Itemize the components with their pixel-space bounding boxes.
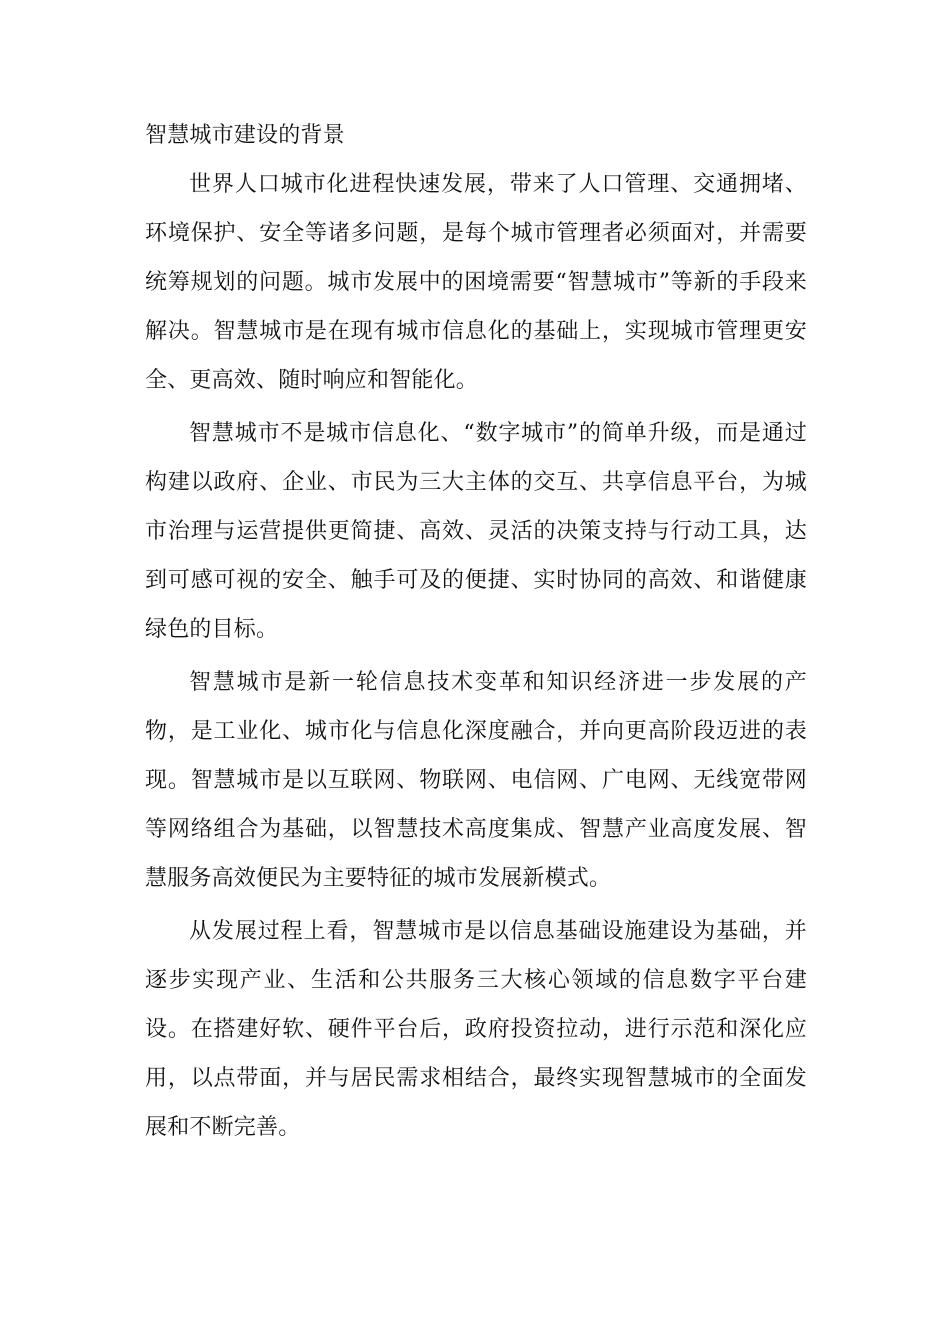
document-body [145,116,807,1156]
document-title: 智慧城市建设的背景 [145,123,345,148]
paragraph-3: 智慧城市是新一轮信息技术变革和知识经济进一步发展的产物，是工业化、城市化与信息化深度融合，并向更高阶段迈进的表现。智慧城市是以互联网、物联网、电信网、广电网、无线宽带网等网络组合为基础，以智慧技术高度集成、智慧产业高度发展、智慧服务高效便民为主要特征的城市发展新模式。 [145,670,807,891]
paragraph-4: 从发展过程上看，智慧城市是以信息基础设施建设为基础，并逐步实现产业、生活和公共服务三大核心领域的信息数字平台建设。在搭建好软、硬件平台后，政府投资拉动，进行示范和深化应用，以点带面，并与居民需求相结合，最终实现智慧城市的全面发展和不断完善。 [145,919,807,1140]
paragraph-1: 世界人口城市化进程快速发展，带来了人口管理、交通拥堵、环境保护、安全等诸多问题，是每个城市管理者必须面对，并需要统筹规划的问题。城市发展中的困境需要“智慧城市”等新的手段来解决。智慧城市是在现有城市信息化的基础上，实现城市管理更安全、更高效、随时响应和智能化。 [145,172,807,393]
paragraph-2: 智慧城市不是城市信息化、“数字城市”的简单升级，而是通过构建以政府、企业、市民为三大主体的交互、共享信息平台，为城市治理与运营提供更简捷、高效、灵活的决策支持与行动工具，达到可感可视的安全、触手可及的便捷、实时协同的高效、和谐健康绿色的目标。 [145,421,807,642]
